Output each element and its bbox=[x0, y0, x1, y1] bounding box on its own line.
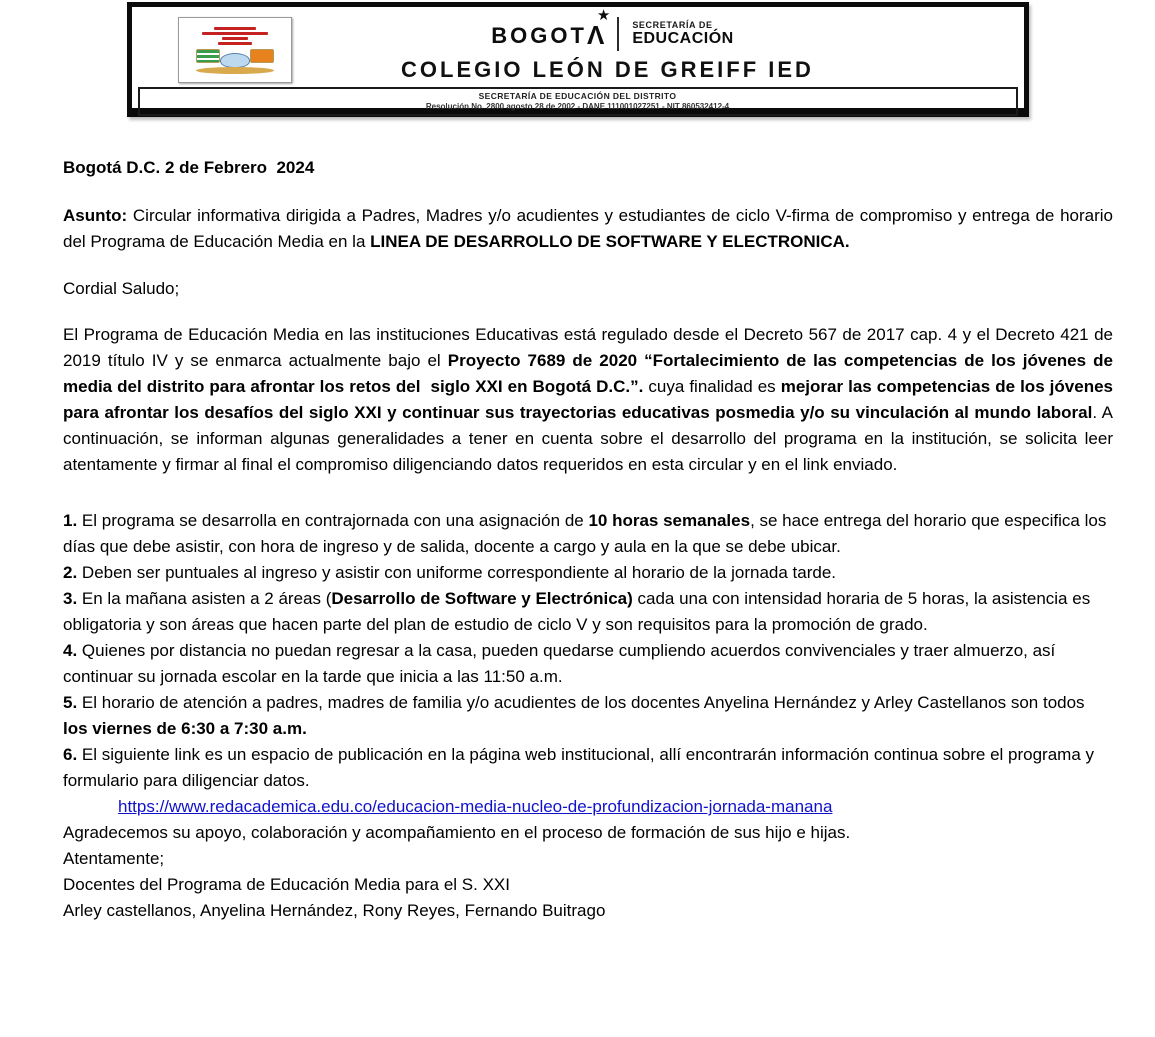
program-info-link[interactable]: https://www.redacademica.edu.co/educacion-media-nucleo-de-profundizacion-jornada-manana bbox=[118, 797, 833, 816]
bogota-wordmark: BOGOT bbox=[491, 22, 587, 48]
crest-text-line bbox=[214, 27, 256, 30]
crest-orange-flag bbox=[250, 49, 274, 63]
crest-shield bbox=[220, 53, 250, 68]
closing-thanks: Agradecemos su apoyo, colaboración y acompañamiento en el proceso de formación de sus hijo e hijas. bbox=[63, 823, 851, 842]
subject-paragraph: Asunto: Circular informativa dirigida a Padres, Madres y/o acudientes y estudiantes de ciclo V-firma de compromiso y entrega de horario del Programa de Educación Media en la LINEA DE DESARROLLO DE SOFTWARE Y ELECTRONICA. bbox=[63, 206, 1118, 251]
letterhead bbox=[127, 2, 1029, 117]
item-5: 5. El horario de atención a padres, madres de familia y/o acudientes de los docentes Anyelina Hernández y Arley Castellanos son todos los viernes de 6:30 a 7:30 a.m. bbox=[63, 693, 1090, 738]
document-body bbox=[63, 155, 1118, 924]
school-crest-logo bbox=[178, 17, 292, 83]
crest-emblem bbox=[179, 48, 291, 74]
item-4: 4. Quienes por distancia no puedan regresar a la casa, pueden quedarse cumpliendo acuerdos convivenciales y traer almuerzo, así continuar su jornada escolar en la tarde que inicia a las 11:50 a.m. bbox=[63, 641, 1061, 686]
crest-scroll bbox=[196, 67, 274, 74]
secretaria-label-small: SECRETARÍA DE bbox=[632, 20, 713, 30]
closing-names: Arley castellanos, Anyelina Hernández, Rony Reyes, Fernando Buitrago bbox=[63, 901, 606, 920]
intro-paragraph: El Programa de Educación Media en las instituciones Educativas está regulado desde el Decreto 567 de 2017 cap. 4 y el Decreto 421 de 2019 título IV y se enmarca actualmente bajo el Proyecto 7689 de 2020 “Fortalecimiento de las competencias de los jóvenes de media del distrito para afrontar los retos del siglo XXI en Bogotá D.C.”. cuya finalidad es mejorar las competencias de los jóvenes para afrontar los desafíos del siglo XXI y continuar sus trayectorias educativas posmedia y/o su vinculación al mundo laboral. A continuación, se informan algunas generalidades a tener en cuenta sobre el desarrollo del programa en la institución, se solicita leer atentamente y firmar al final el compromiso diligenciando datos requeridos en esta circular y en el link enviado. bbox=[63, 325, 1118, 474]
strip-resolucion-line: Resolución No. 2800 agosto 28 de 2002 - DANE 111001027251 - NIT 860532412-4 bbox=[425, 102, 730, 111]
closing-atentamente: Atentamente; bbox=[63, 849, 165, 868]
strip-secretaria-line: SECRETARÍA DE EDUCACIÓN DEL DISTRITO bbox=[478, 91, 677, 101]
crest-text-line bbox=[202, 32, 268, 35]
secretaria-educacion-logo bbox=[632, 20, 733, 48]
school-name: COLEGIO LEÓN DE GREIFF IED bbox=[401, 57, 814, 82]
bogota-logo bbox=[491, 6, 611, 50]
crest-text-line bbox=[218, 42, 252, 45]
crest-text-line bbox=[222, 37, 248, 40]
letterhead-top-row bbox=[208, 6, 1018, 56]
salutation: Cordial Saludo; bbox=[63, 279, 180, 298]
secretaria-label-big: EDUCACIÓN bbox=[632, 30, 734, 47]
date-line: Bogotá D.C. 2 de Febrero 2024 bbox=[63, 158, 315, 177]
bogota-stylized-a: Λ bbox=[586, 19, 605, 50]
star-icon: ★ bbox=[596, 6, 611, 24]
closing-docentes: Docentes del Programa de Educación Media para el S. XXI bbox=[63, 875, 510, 894]
item-3: 3. En la mañana asisten a 2 áreas (Desarrollo de Software y Electrónica) cada una con intensidad horaria de 5 horas, la asistencia es obligatoria y son áreas que hacen parte del plan de estudio de ciclo V y son requisitos para la promoción de grado. bbox=[63, 589, 1095, 634]
item-6: 6. El siguiente link es un espacio de publicación en la página web institucional, allí encontrarán información continua sobre el programa y formulario para diligenciar datos. bbox=[63, 745, 1099, 790]
document-page bbox=[0, 2, 1155, 1037]
item-2: 2. Deben ser puntuales al ingreso y asistir con uniforme correspondiente al horario de la jornada tarde. bbox=[63, 563, 837, 582]
letterhead-strip bbox=[138, 87, 1018, 116]
numbered-items bbox=[63, 508, 1113, 794]
crest-green-flag bbox=[196, 49, 220, 63]
link-line bbox=[63, 794, 1113, 820]
logo-divider bbox=[617, 17, 619, 51]
item-1: 1. El programa se desarrolla en contrajornada con una asignación de 10 horas semanales, se hace entrega del horario que especifica los días que debe asistir, con hora de ingreso y de salida, docente a cargo y aula en la que se debe ubicar. bbox=[63, 511, 1112, 556]
